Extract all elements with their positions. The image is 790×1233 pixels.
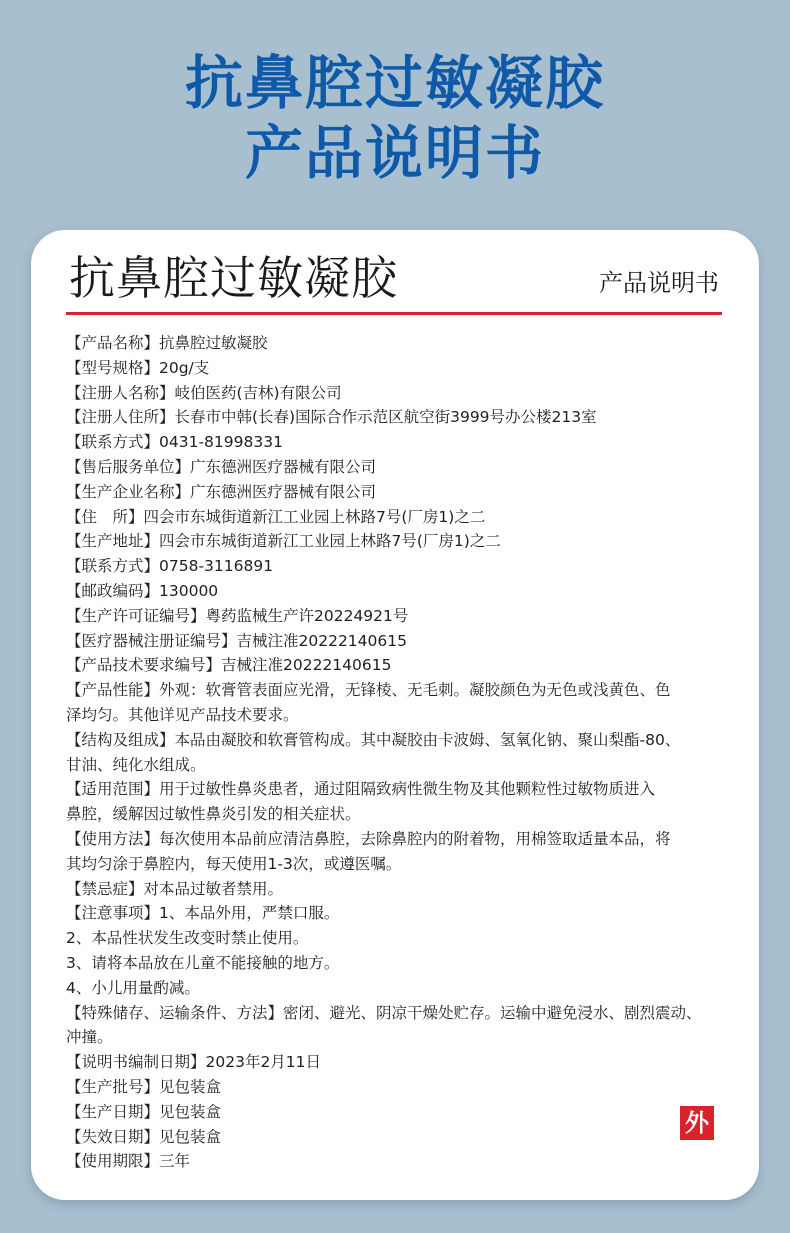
red-divider (66, 312, 722, 315)
text-line: 【医疗器械注册证编号】吉械注准20222140615 (66, 631, 407, 650)
text-line: 甘油、纯化水组成。 (66, 755, 206, 774)
text-line: 【产品性能】外观：软膏管表面应光滑，无锋棱、无毛刺。凝胶颜色为无色或浅黄色、色 (66, 681, 671, 700)
page-header (0, 48, 790, 188)
text-line: 【生产批号】见包装盒 (66, 1077, 222, 1096)
text-line: 【特殊储存、运输条件、方法】密闭、避光、阴凉干燥处贮存。运输中避免浸水、剧烈震动、 (66, 1003, 702, 1022)
text-line: 【售后服务单位】广东德洲医疗器械有限公司 (66, 457, 377, 476)
text-line: 鼻腔，缓解因过敏性鼻炎引发的相关症状。 (66, 805, 361, 824)
text-line: 【禁忌症】对本品过敏者禁用。 (66, 879, 284, 898)
card-title: 抗鼻腔过敏凝胶 (69, 251, 398, 305)
text-line: 【使用期限】三年 (66, 1152, 191, 1171)
external-use-badge: 外 (680, 1106, 714, 1140)
text-line: 【说明书编制日期】2023年2月11日 (66, 1053, 322, 1072)
text-line: 【产品名称】抗鼻腔过敏凝胶 (66, 334, 268, 352)
text-line: 泽均匀。其他详见产品技术要求。 (66, 705, 299, 724)
text-line: 【生产地址】四会市东城街道新江工业园上林路7号(厂房1)之二 (66, 532, 501, 551)
text-line: 【联系方式】0431-81998331 (66, 433, 283, 452)
text-line: 【生产企业名称】广东德洲医疗器械有限公司 (66, 482, 377, 501)
text-line: 【住 所】四会市东城街道新江工业园上林路7号(厂房1)之二 (66, 507, 486, 526)
text-line: 冲撞。 (66, 1028, 113, 1047)
text-line: 【注意事项】1、本品外用，严禁口服。 (66, 904, 340, 923)
text-line: 2、本品性状发生改变时禁止使用。 (66, 929, 309, 948)
text-line: 【注册人住所】长春市中韩(长春)国际合作示范区航空街3999号办公楼213室 (66, 408, 597, 427)
text-line: 其均匀涂于鼻腔内，每天使用1-3次，或遵医嘱。 (66, 854, 402, 873)
text-line: 【适用范围】用于过敏性鼻炎患者，通过阻隔致病性微生物及其他颗粒性过敏物质进入 (66, 780, 656, 799)
card-subtitle: 产品说明书 (599, 269, 719, 297)
text-line: 【注册人名称】岐伯医药(吉林)有限公司 (66, 383, 342, 402)
text-line: 【使用方法】每次使用本品前应清洁鼻腔，去除鼻腔内的附着物，用棉签取适量本品，将 (66, 829, 671, 848)
text-line: 【失效日期】见包装盒 (66, 1127, 222, 1146)
text-line: 【联系方式】0758-3116891 (66, 557, 274, 576)
header-subtitle: 产品说明书 (244, 119, 545, 187)
text-line: 【生产日期】见包装盒 (66, 1102, 222, 1121)
header-title: 抗鼻腔过敏凝胶 (184, 49, 605, 117)
text-line: 4、小儿用量酌减。 (66, 978, 200, 997)
text-line: 【产品技术要求编号】吉械注准20222140615 (66, 656, 392, 675)
text-line: 【生产许可证编号】粤药监械生产许20224921号 (66, 606, 409, 625)
instruction-card (31, 230, 759, 1200)
text-line: 【型号规格】20g/支 (66, 358, 210, 377)
text-line: 3、请将本品放在儿童不能接触的地方。 (66, 953, 340, 972)
instruction-content (66, 331, 726, 1174)
text-line: 【邮政编码】130000 (66, 581, 219, 600)
text-line: 【结构及组成】本品由凝胶和软膏管构成。其中凝胶由卡波姆、氢氧化钠、聚山梨酯-80、 (66, 730, 681, 749)
